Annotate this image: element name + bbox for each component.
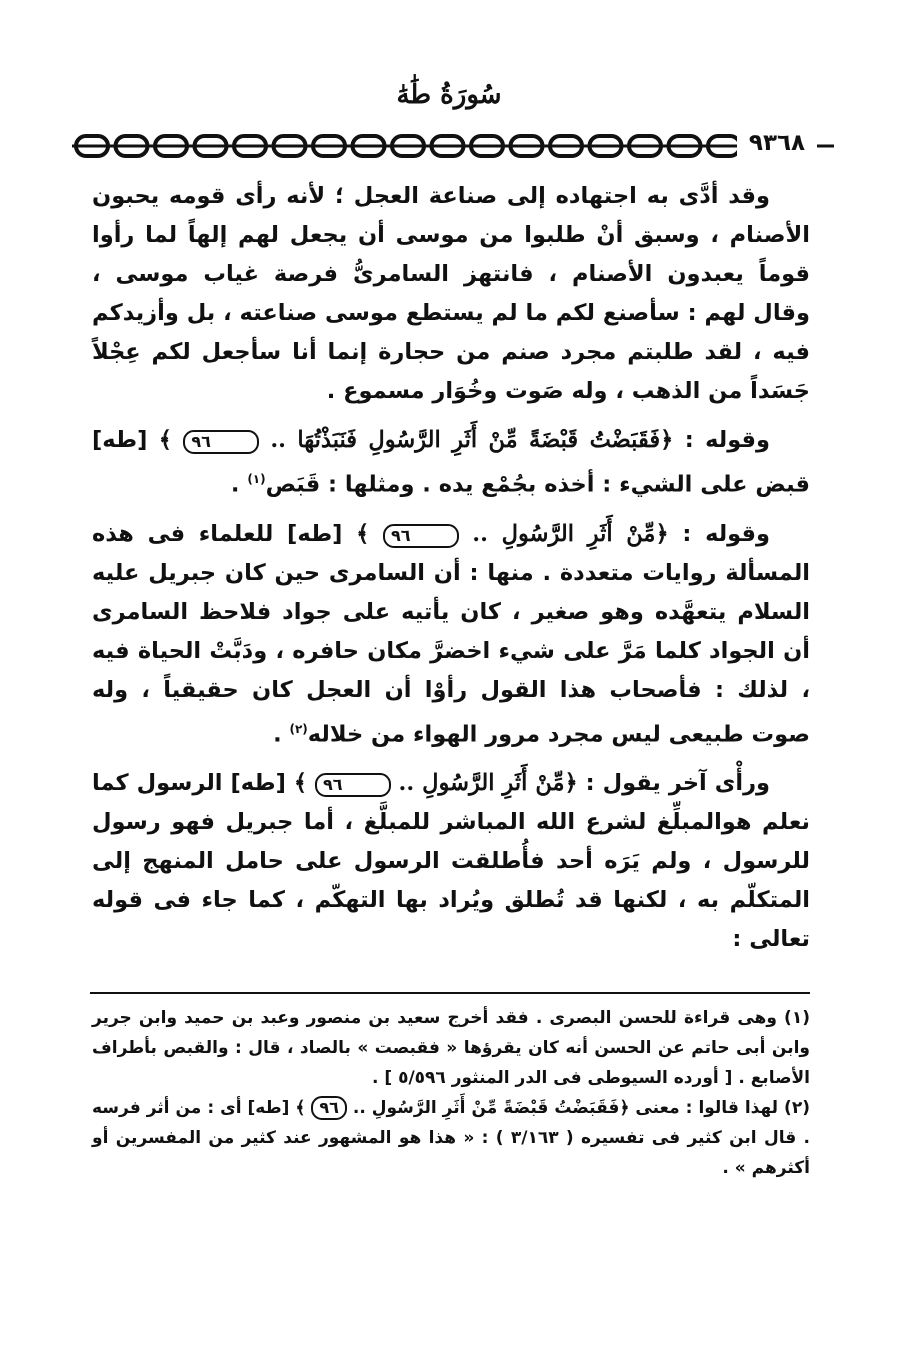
footnote-text: (٢) لهذا قالوا : معنى ﴿فَقَبَضْتُ قَبْضَةً مِّنْ أَثَرِ الرَّسُولِ .. (352, 1098, 811, 1118)
footnote-1: (١) وهى قراءة للحسن البصرى . فقد أخرج سعيد بن منصور وعبد بن حميد وابن جرير وابن أبى حاتم عن الحسن أنه كان يقرؤها « فقبصت » بالصاد ، قال : والقبص بأطراف الأصابع . [ أورده السيوطى فى الدر المنثور ٥/٥٩٦ ] . (92, 1008, 810, 1088)
footnote-text: ﴾ [طه] أى : من أثر فرسه . قال ابن كثير فى تفسيره ( ٣/١٦٣ ) : « هذا هو المشهور عند كثير من المفسرين أو أكثرهم » . (92, 1098, 810, 1178)
paragraph-2 (92, 421, 810, 505)
paragraph-3 (92, 515, 810, 755)
surah-reference: ﴾ [طه] (92, 427, 172, 453)
ayah-number-badge: ٩٦ (315, 773, 391, 797)
intro: ورأْى آخر يقول : (585, 770, 771, 796)
ayah-number-badge: ٩٦ (183, 430, 259, 454)
footnote-marker: (٢) (289, 721, 308, 736)
commentary: قبض على الشيء : أخذه بجُمْع يده . ومثلها : قَبَص (265, 471, 810, 498)
footnotes (92, 1003, 810, 1183)
footnote-separator (90, 992, 810, 994)
ayah-number-badge: ٩٦ (311, 1096, 347, 1120)
surah-title: سُورَةُ طَٰهَٰ (396, 80, 502, 110)
footnote-2 (92, 1093, 810, 1183)
ayah-quote: ﴿فَقَبَضْتُ قَبْضَةً مِّنْ أَثَرِ الرَّسُولِ فَنَبَذْتُهَا .. (270, 427, 674, 453)
paragraph-4 (92, 764, 810, 959)
surah-reference: ﴾ [طه] (287, 520, 370, 547)
paragraph-1: وقد أدَّى به اجتهاده إلى صناعة العجل ؛ لأنه رأى قومه يحبون الأصنام ، وسبق أنْ طلبوا من موسى أن يجعل لهم إلهاً لما رأوا قوماً يعبدون الأصنام ، فانتهز السامرىُّ فرصة غياب موسى ، وقال لهم : سأصنع لكم ما لم يستطع موسى صناعته ، بل وأزيدكم فيه ، لقد طلبتم مجرد صنم من حجارة إنما أنا سأجعل لكم عِجْلاً جَسَداً من الذهب ، وله صَوت وخُوَار مسموع . (92, 183, 810, 404)
footnote-marker: (١) (247, 472, 266, 486)
ayah-quote: ﴿مِّنْ أَثَرِ الرَّسُولِ .. (398, 770, 578, 796)
surah-reference: ﴾ [طه] (230, 770, 308, 796)
intro: وقوله : (684, 427, 771, 453)
period: . (273, 721, 282, 747)
ornamental-chain-border (72, 130, 834, 162)
intro: وقوله : (682, 520, 770, 547)
commentary: الرسول كما نعلم هوالمبلِّغ لشرع الله المباشر للمبلَّغ ، أما جبريل فهو رسول للرسول ، ولم يَرَه أحد فأُطلقت الرسول على حامل المنهج إلى المتكلّم به ، لكنها قد تُطلق ويُراد بها التهكّم ، كما جاء فى قوله تعالى : (92, 770, 810, 952)
page-number: ٩٣٦٨ (737, 128, 817, 158)
period: . (230, 471, 240, 498)
ayah-quote: ﴿مِّنْ أَثَرِ الرَّسُولِ .. (472, 520, 669, 547)
ayah-number-badge: ٩٦ (383, 524, 459, 548)
main-text (92, 177, 810, 969)
commentary: للعلماء فى هذه المسألة روايات متعددة . منها : أن السامرى حين كان جبريل عليه السلام يتعهَّده وهو صغير ، كان يأتيه على جواد فلاحظ السامرى أن الجواد كلما مَرَّ على شيء اخضرَّ مكان حافره ، ودَبَّتْ الحياة فيه ، لذلك : فأصحاب هذا القول رأوْا أن العجل كان حقيقياً ، وله صوت طبيعى ليس مجرد مرور الهواء من خلاله (92, 520, 810, 747)
